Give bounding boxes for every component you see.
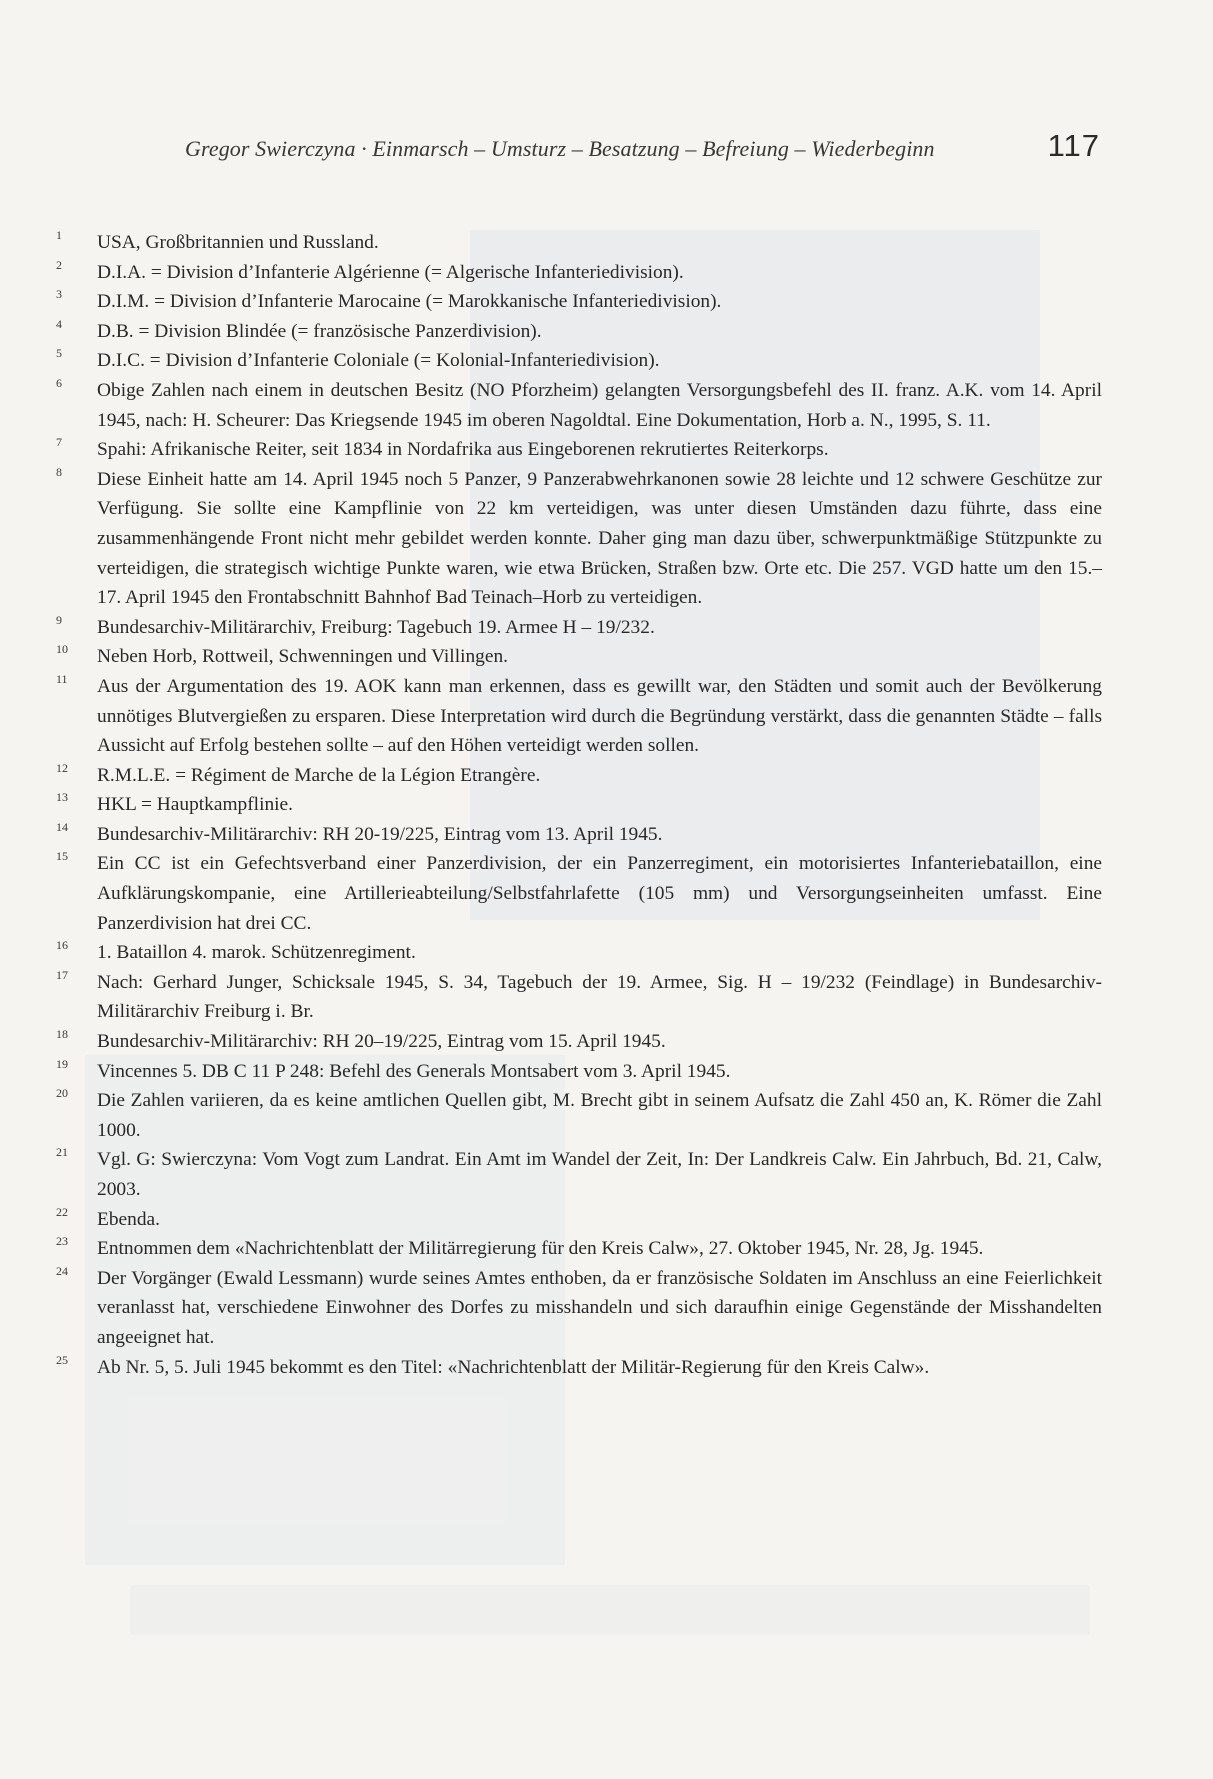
footnote-number: 19 (56, 1056, 68, 1071)
footnote-text: Ab Nr. 5, 5. Juli 1945 bekommt es den Titel: «Nachrichtenblatt der Militär-Regierung für den Kreis Calw». (97, 1356, 930, 1378)
footnote-number: 8 (56, 464, 62, 479)
footnote-number: 25 (56, 1352, 68, 1367)
footnote-text: D.I.A. = Division d’Infanterie Algérienne (= Algerische Infanteriedivision). (97, 261, 684, 283)
footnote-text: Nach: Gerhard Junger, Schicksale 1945, S. 34, Tagebuch der 19. Armee, Sig. H – 19/232 (Feindlage) in Bundesarchiv-Militärarchiv Freiburg i. Br. (97, 971, 1102, 1023)
footnote-text: Vgl. G: Swierczyna: Vom Vogt zum Landrat. Ein Amt im Wandel der Zeit, In: Der Landkreis Calw. Ein Jahrbuch, Bd. 21, Calw, 2003. (97, 1149, 1102, 1200)
footnote (52, 1057, 1102, 1087)
footnote-text: D.I.M. = Division d’Infanterie Marocaine (= Marokkanische Infanteriedivision). (97, 291, 722, 313)
footnote-number: 12 (56, 760, 68, 775)
footnote-text: R.M.L.E. = Régiment de Marche de la Légion Etrangère. (97, 764, 541, 786)
footnote-text: D.I.C. = Division d’Infanterie Coloniale (= Kolonial-Infanteriedivision). (97, 350, 660, 372)
footnote-text: Bundesarchiv-Militärarchiv: RH 20–19/225, Eintrag vom 15. April 1945. (97, 1031, 666, 1053)
footnote (52, 938, 1102, 968)
show-through-shadow (130, 1585, 1090, 1635)
footnote-number: 24 (56, 1263, 68, 1278)
footnote (52, 849, 1102, 938)
footnote-number: 23 (56, 1234, 68, 1249)
footnote-text: D.B. = Division Blindée (= französische Panzerdivision). (97, 320, 542, 342)
footnote-number: 16 (56, 938, 68, 953)
footnote-text: Bundesarchiv-Militärarchiv: RH 20-19/225, Eintrag vom 13. April 1945. (97, 823, 663, 845)
footnote (52, 258, 1102, 288)
footnote (52, 317, 1102, 347)
footnote (52, 1145, 1102, 1204)
footnote (52, 1086, 1102, 1145)
footnote-text: Aus der Argumentation des 19. AOK kann man erkennen, dass es gewillt war, den Städten und somit auch der Bevölkerung unnötiges Blutvergießen zu ersparen. Diese Interpretation wird durch die Begründung verstärkt, dass die genannten Städte – falls Aussicht auf Erfolg bestehen sollte – auf den Höhen verteidigt werden sollen. (97, 675, 1102, 757)
footnote (52, 613, 1102, 643)
footnote-number: 3 (56, 287, 62, 302)
footnote-text: Spahi: Afrikanische Reiter, seit 1834 in Nordafrika aus Eingeborenen rekrutiertes Reiterkorps. (97, 439, 829, 461)
footnote-text: Obige Zahlen nach einem in deutschen Besitz (NO Pforzheim) gelangten Versorgungsbefehl des II. franz. A.K. vom 14. April 1945, nach: H. Scheurer: Das Kriegsende 1945 im oberen Nagoldtal. Eine Dokumentation, Horb a. N., 1995, S. 11. (97, 379, 1102, 431)
footnote (52, 1234, 1102, 1264)
footnote-number: 18 (56, 1027, 68, 1042)
footnote (52, 228, 1102, 258)
footnote-text: Bundesarchiv-Militärarchiv, Freiburg: Tagebuch 19. Armee H – 19/232. (97, 616, 655, 638)
footnote-number: 13 (56, 790, 68, 805)
page-number: 117 (1047, 128, 1100, 163)
footnote-text: HKL = Hauptkampflinie. (97, 794, 293, 816)
footnote (52, 790, 1102, 820)
footnote-number: 20 (56, 1086, 68, 1101)
page-header (100, 128, 1100, 168)
footnote-text: Diese Einheit hatte am 14. April 1945 noch 5 Panzer, 9 Panzerabwehrkanonen sowie 28 leichte und 12 schwere Geschütze zur Verfügung. Sie sollte eine Kampflinie von 22 km verteidigen, was unter diesen Umständen dazu führte, dass eine zusammenhängende Front nicht mehr gebildet werden konnte. Daher ging man dazu über, schwerpunktmäßige Stützpunkte zu verteidigen, die strategisch wichtige Punkte waren, wie etwa Brücken, Straßen bzw. Orte etc. Die 257. VGD hatte um den 15.–17. April 1945 den Frontabschnitt Bahnhof Bad Teinach–Horb zu verteidigen. (97, 468, 1102, 609)
footnote (52, 761, 1102, 791)
footnote-number: 22 (56, 1204, 68, 1219)
footnote-text: Der Vorgänger (Ewald Lessmann) wurde seines Amtes enthoben, da er französische Soldaten im Anschluss an eine Feierlichkeit veranlasst hat, verschiedene Einwohner des Dorfes zu misshandeln und sich daraufhin einige Gegenstände der Misshandelten angeeignet hat. (97, 1267, 1102, 1348)
footnote-text: Ein CC ist ein Gefechtsverband einer Panzerdivision, der ein Panzerregiment, ein motorisiertes Infanteriebataillon, eine Aufklärungskompanie, eine Artillerieabteilung/Selbstfahrlafette (105 mm) und Versorgungseinheiten umfasst. Eine Panzerdivision hat drei CC. (97, 853, 1102, 934)
footnote (52, 1027, 1102, 1057)
footnote-text: Neben Horb, Rottweil, Schwenningen und Villingen. (97, 646, 509, 668)
footnote-list (52, 228, 1102, 1382)
footnote-number: 14 (56, 819, 68, 834)
footnote (52, 287, 1102, 317)
footnote-number: 5 (56, 346, 62, 361)
footnote-text: Die Zahlen variieren, da es keine amtlichen Quellen gibt, M. Brecht gibt in seinem Aufsatz die Zahl 450 an, K. Römer die Zahl 1000. (97, 1090, 1102, 1141)
footnote (52, 672, 1102, 761)
footnote (52, 346, 1102, 376)
footnote-number: 10 (56, 642, 68, 657)
footnote-text: Entnommen dem «Nachrichtenblatt der Militärregierung für den Kreis Calw», 27. Oktober 1945, Nr. 28, Jg. 1945. (97, 1238, 984, 1260)
footnote (52, 1205, 1102, 1235)
footnote-number: 7 (56, 435, 62, 450)
footnote-text: USA, Großbritannien und Russland. (97, 232, 379, 253)
footnote (52, 820, 1102, 850)
running-head: Gregor Swierczyna · Einmarsch – Umsturz – Besatzung – Befreiung – Wiederbeginn (185, 136, 935, 161)
footnote (52, 642, 1102, 672)
footnote-number: 2 (56, 257, 62, 272)
footnote-number: 6 (56, 375, 62, 390)
footnote (52, 465, 1102, 613)
footnote (52, 1264, 1102, 1353)
footnote (52, 968, 1102, 1027)
footnote (52, 435, 1102, 465)
footnote-number: 15 (56, 849, 68, 864)
footnote-number: 4 (56, 316, 62, 331)
footnote-text: Ebenda. (97, 1208, 160, 1230)
footnote-number: 17 (56, 967, 68, 982)
footnote-text: Vincennes 5. DB C 11 P 248: Befehl des Generals Montsabert vom 3. April 1945. (97, 1060, 731, 1082)
footnote-number: 1 (56, 228, 62, 242)
footnote (52, 376, 1102, 435)
footnote (52, 1353, 1102, 1383)
footnote-text: 1. Bataillon 4. marok. Schützenregiment. (97, 942, 416, 964)
footnote-number: 21 (56, 1145, 68, 1160)
footnote-number: 9 (56, 612, 62, 627)
footnote-number: 11 (56, 671, 68, 686)
